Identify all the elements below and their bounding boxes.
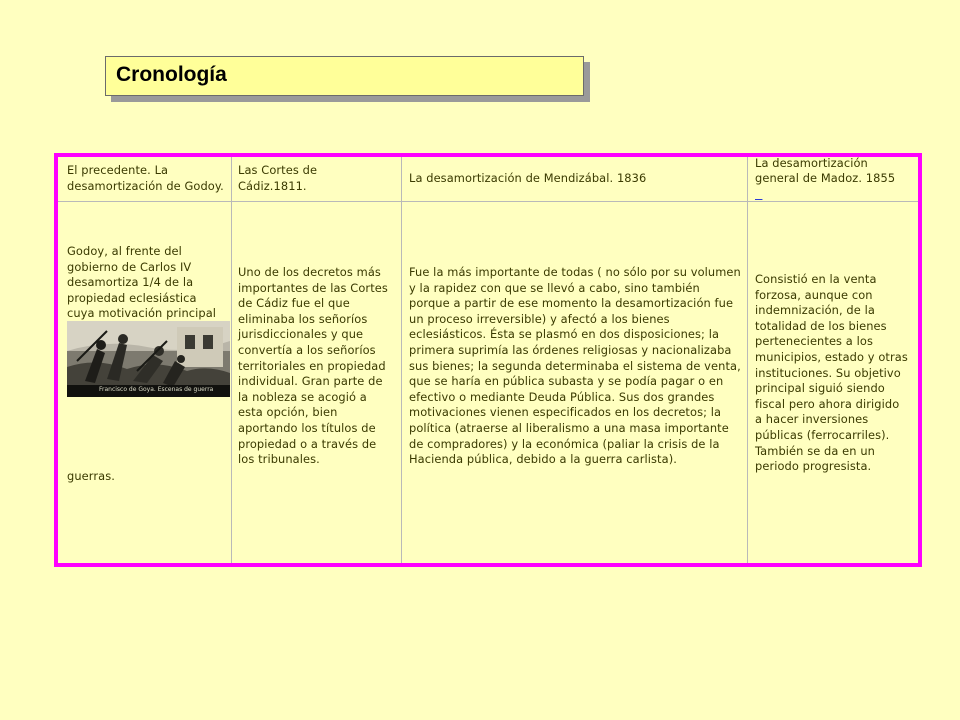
header-cell-godoy: [67, 157, 225, 201]
body-cadiz: Uno de los decretos más importantes de las Cortes de Cádiz fue el que eliminaba los señoríos jurisdiccionales y que convertía a los señoríos territoriales en propiedad individual. Gran parte de la nobleza se acogió a esta opción, bien aportando los títulos de propiedad o a través de los tribunales.: [238, 265, 388, 467]
header-cell-mendizabal: [409, 157, 739, 201]
column-divider: [231, 157, 232, 563]
body-godoy-tail: guerras.: [67, 469, 115, 483]
header-madoz-label: La desamortización general de Madoz. 1855: [755, 155, 896, 186]
header-cadiz-text: Las Cortes de Cádiz.1811.: [238, 163, 318, 193]
header-madoz-text: [755, 156, 905, 203]
goya-painting-image: [67, 321, 230, 397]
column-divider: [747, 157, 748, 563]
header-cell-cadiz: [238, 157, 388, 201]
body-madoz: Consistió en la venta forzosa, aunque con indemnización, de la totalidad de los bienes pertenecientes a los municipios, estado y otras instituciones. Su objetivo principal siguió siendo fiscal pero ahora dirigido a hacer inversiones públicas (ferrocarriles). También se da en un periodo progresista.: [755, 272, 908, 474]
footnote-link[interactable]: [755, 187, 905, 203]
goya-caption: Francisco de Goya. Escenas de guerra: [99, 386, 214, 393]
header-cell-madoz: [755, 157, 905, 201]
page-title: Cronología: [116, 63, 227, 86]
header-godoy-text: El precedente. La desamortización de Godoy.: [67, 163, 224, 193]
chronology-table: [54, 153, 922, 567]
column-divider: [401, 157, 402, 563]
header-mendizabal-text: La desamortización de Mendizábal. 1836: [409, 171, 647, 186]
body-godoy: Godoy, al frente del gobierno de Carlos IV desamortiza 1/4 de la propiedad eclesiástica cuya motivación principal: [67, 244, 217, 321]
title-box: [105, 56, 584, 96]
body-mendizabal: Fue la más importante de todas ( no sólo por su volumen y la rapidez con que se llevó a cabo, sino también porque a partir de ese momento la desamortización fue un proceso irreversible) y afectó a los bienes eclesiásticos. Ésta se plasmó en dos disposiciones; la primera suprimía las órdenes religiosas y nacionalizaba sus bienes; la segunda determinaba el sistema de venta, que se haría en pública subasta y se podía pagar o en efectivo o mediante Deuda Pública. Sus dos grandes motivaciones vienen especificados en los decretos; la política (atraerse al liberalismo a una masa importante de compradores) y la económica (paliar la crisis de la Hacienda pública, debido a la guerra carlista).: [409, 265, 741, 467]
